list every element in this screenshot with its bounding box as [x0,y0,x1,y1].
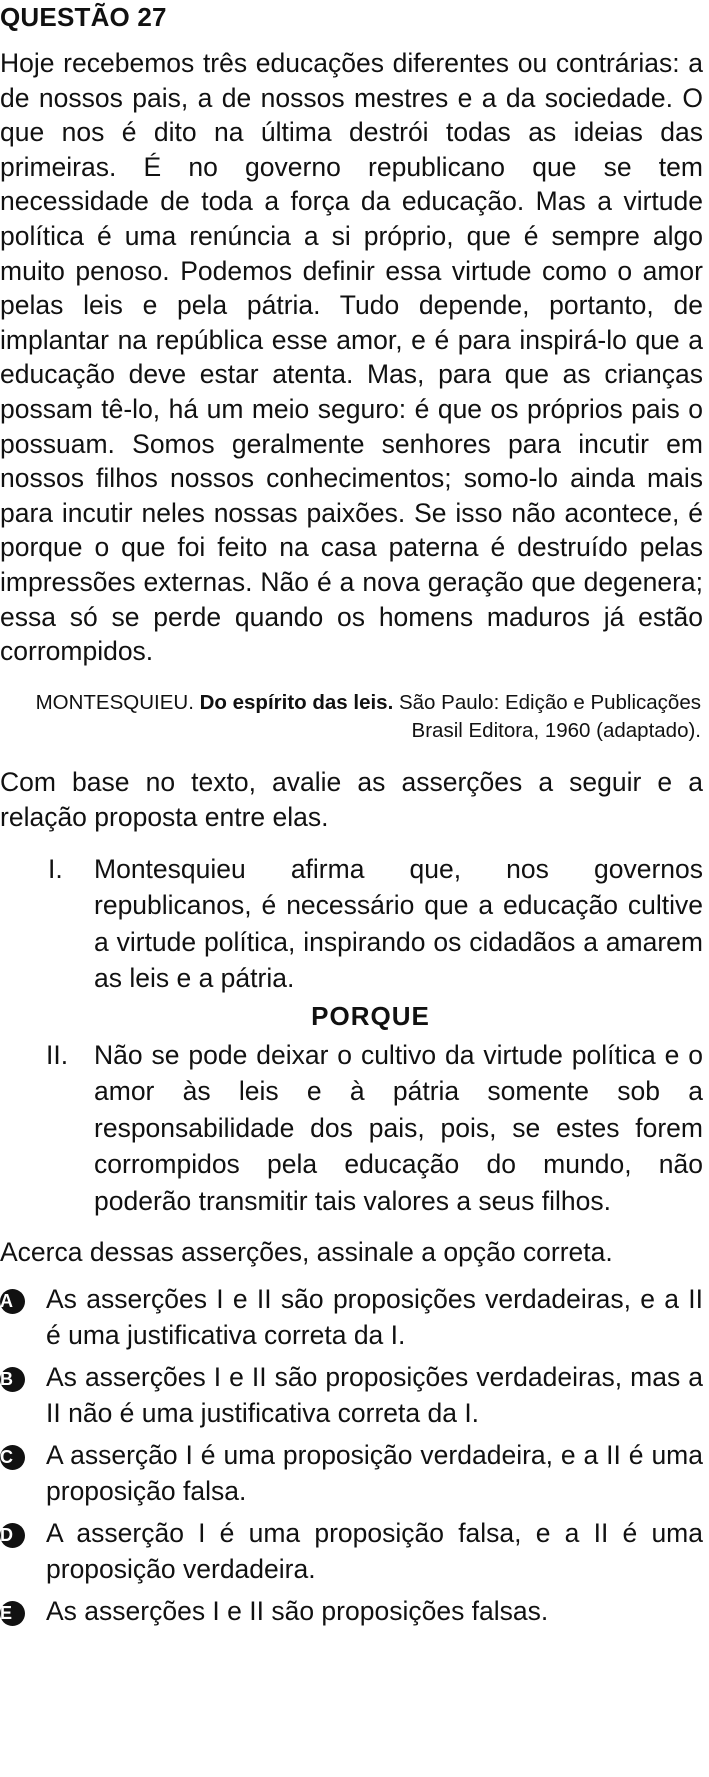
option-c-letter-icon: C [0,1445,25,1470]
option-c[interactable] [0,1438,703,1509]
assertion-i [48,851,703,997]
citation [0,689,703,745]
answer-instruction: Acerca dessas asserções, assinale a opção correta. [0,1237,613,1268]
option-a-text: As asserções I e II são proposições verdadeiras, e a II é uma justificativa correta da I. [46,1284,703,1350]
option-e-letter-icon: E [0,1601,25,1626]
option-a-letter-icon: A [0,1289,25,1314]
option-b[interactable] [0,1360,703,1431]
citation-work: Do espírito das leis. [199,690,394,714]
assertion-ii-text: Não se pode deixar o cultivo da virtude política e o amor às leis e à pátria somente sob a responsabilidade dos pais, pois, se estes forem corrompidos pela educação do mundo, não poderão transmitir tais valores a seus filhos. [94,1039,703,1216]
citation-publication: São Paulo: Edição e Publicações Brasil Editora, 1960 (adaptado). [398,690,701,742]
assertion-i-text: Montesquieu afirma que, nos governos republicanos, é necessário que a educação cultive a virtude política, inspirando os cidadãos a amarem as leis e a pátria. [94,853,703,994]
option-c-text: A asserção I é uma proposição verdadeira, e a II é uma proposição falsa. [46,1440,703,1506]
assertion-ii-number: II. [46,1039,69,1070]
citation-author: MONTESQUIEU. [35,690,194,714]
passage-text: Hoje recebemos três educações diferentes ou contrárias: a de nossos pais, a de nossos mestres e a da sociedade. O que nos é dito na última destrói todas as ideias das primeiras. É no governo republicano que se tem necessidade de toda a força da educação. Mas a virtude política é uma renúncia a si próprio, que é sempre algo muito penoso. Podemos definir essa virtude como o amor pelas leis e pela pátria. Tudo depende, portanto, de implantar na república esse amor, e é para inspirá-lo que a educação deve estar atenta. Mas, para que as crianças possam tê-lo, há um meio seguro: é que os próprios pais o possuam. Somos geralmente senhores para incutir em nossos filhos nossos conhecimentos; somo-lo ainda mais para incutir neles nossas paixões. Se isso não acontece, é porque o que foi feito na casa paterna é destruído pelas impressões externas. Não é a nova geração que degenera; essa só se perde quando os homens maduros já estão corrompidos. [0,48,703,667]
option-b-text: As asserções I e II são proposições verdadeiras, mas a II não é uma justificativa correta da I. [46,1362,703,1428]
option-d[interactable] [0,1516,703,1587]
assertion-prompt: Com base no texto, avalie as asserções a seguir e a relação proposta entre elas. [0,766,703,832]
option-b-letter-icon: B [0,1367,25,1392]
option-d-text: A asserção I é uma proposição falsa, e a II é uma proposição verdadeira. [46,1518,703,1584]
option-d-letter-icon: D [0,1523,25,1548]
answer-options [0,1282,703,1630]
assertion-ii [46,1037,703,1220]
option-e[interactable] [0,1594,703,1630]
option-e-text: As asserções I e II são proposições falsas. [46,1596,549,1627]
connector-porque: PORQUE [311,1000,430,1031]
option-a[interactable] [0,1282,703,1353]
question-title: QUESTÃO 27 [0,2,167,32]
assertion-i-number: I. [48,853,63,884]
